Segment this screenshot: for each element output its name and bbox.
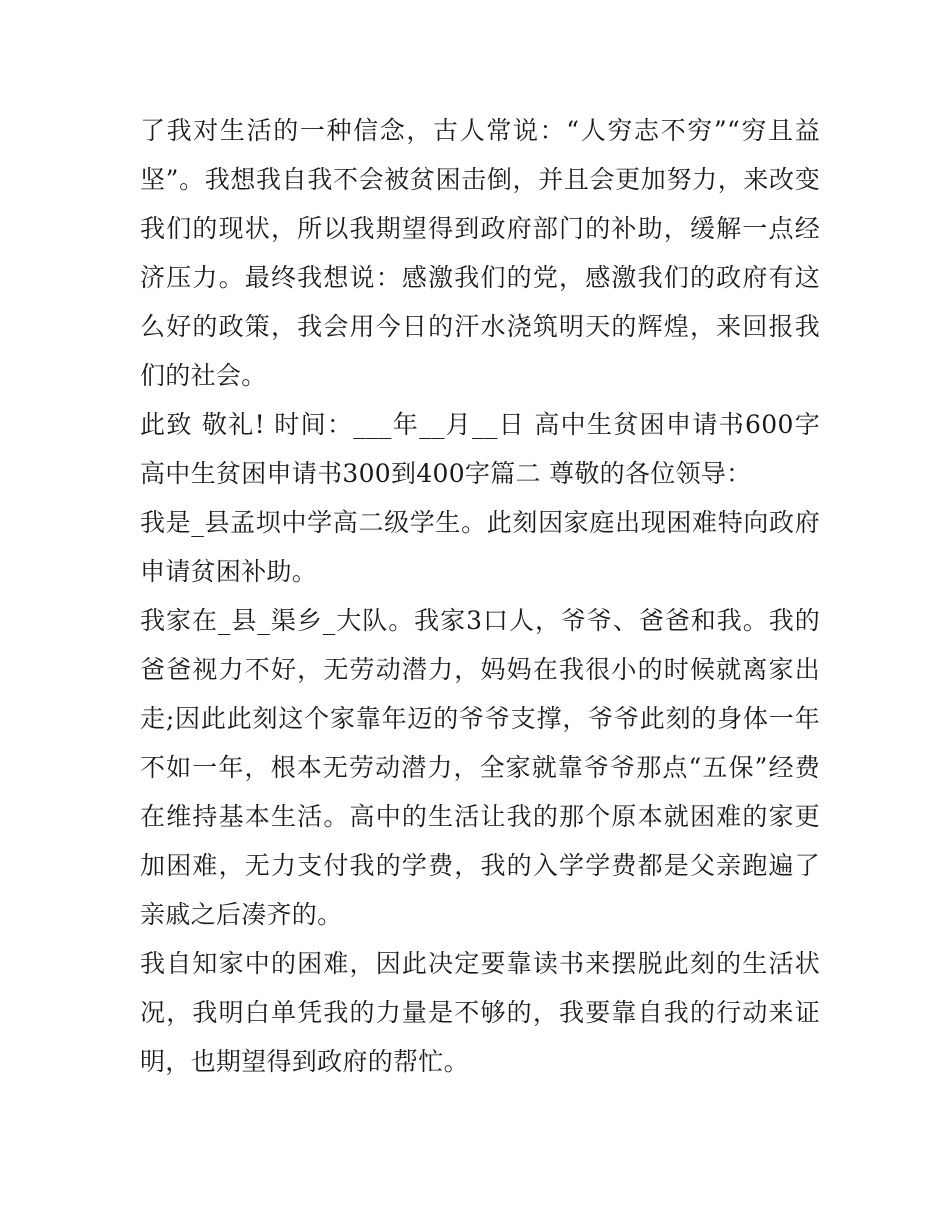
paragraph-resolution: 我自知家中的困难，因此决定要靠读书来摆脱此刻的生活状况，我明白单凭我的力量是不够的，我要靠自我的行动来证明，也期望得到政府的帮忙。 [140,949,820,1076]
paragraph-introduction: 我是_县孟坝中学高二级学生。此刻因家庭出现困难特向政府申请贫困补助。 [140,508,820,586]
paragraph-family-situation: 我家在_县_渠乡_大队。我家3口人，爷爷、爸爸和我。我的爸爸视力不好，无劳动潜力，妈妈在我很小的时候就离家出走;因此此刻这个家靠年迈的爷爷支撑，爷爷此刻的身体一年不如一年，根本无劳动潜力，全家就靠爷爷那点“五保”经费在维持基本生活。高中的生活让我的那个原本就困难的家更加困难，无力支付我的学费，我的入学学费都是父亲跑遍了亲戚之后凑齐的。 [140,606,820,929]
paragraph-conclusion: 了我对生活的一种信念，古人常说：“人穷志不穷”“穷且益坚”。我想我自我不会被贫困击倒，并且会更加努力，来改变我们的现状，所以我期望得到政府部门的补助，缓解一点经济压力。最终我想说：感激我们的党，感激我们的政府有这么好的政策，我会用今日的汗水浇筑明天的辉煌，来回报我们的社会。 [140,116,820,390]
document-body [140,106,820,1086]
paragraph-closing-and-heading: 此致 敬礼! 时间：___年__月__日 高中生贫困申请书600字 高中生贫困申请书300到400字篇二 尊敬的各位领导： [140,410,820,488]
